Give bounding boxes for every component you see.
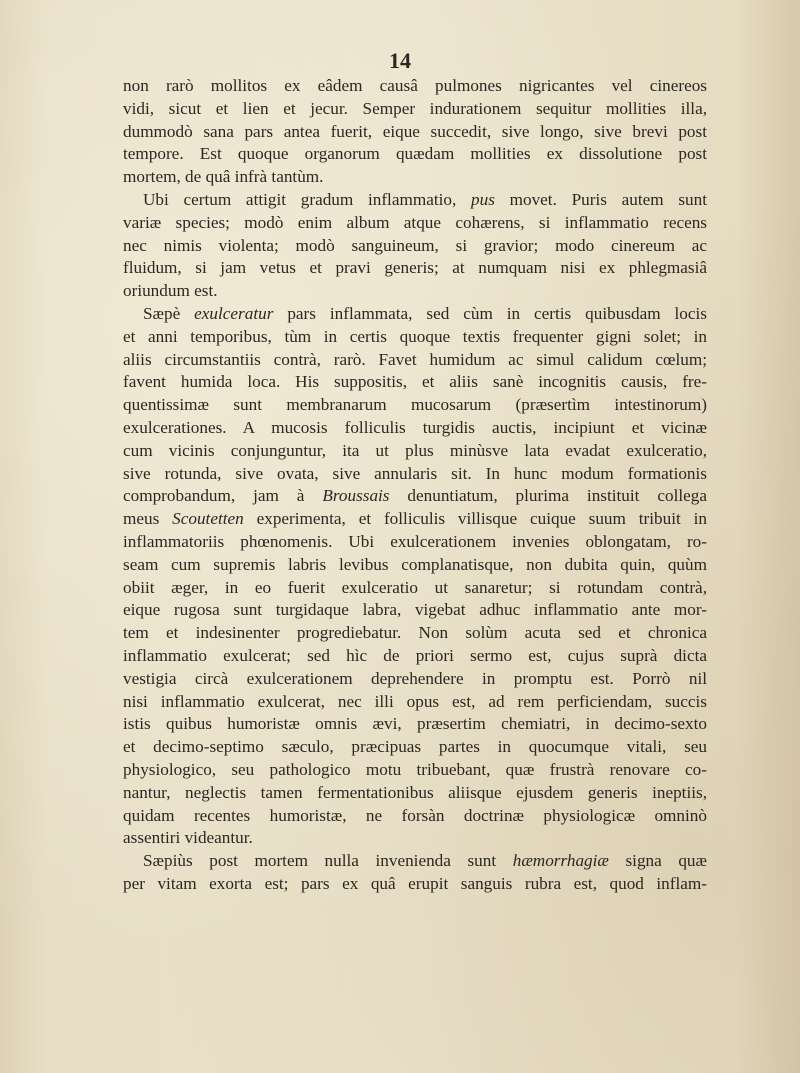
text-line: variæ species; modò enim album atque cohærens, si inflammatio recens <box>123 212 707 232</box>
text-run: Sæpè <box>143 303 195 323</box>
text-line: tempore. Est quoque organorum quædam mollities ex dissolutione post <box>123 144 707 164</box>
text-line <box>123 303 707 326</box>
text-line: oriundum est. <box>123 281 218 301</box>
text-run: denuntiatum, plurima instituit collega <box>389 486 707 506</box>
text-run: comprobandum, jam à <box>123 486 323 506</box>
text-line: seam cum supremis labris levibus complanatisque, non dubita quin, quùm <box>123 554 707 574</box>
text-line: inflammatoriis phœnomenis. Ubi exulcerationem invenies oblongatam, ro- <box>123 531 707 551</box>
italic-name: Scoutetten <box>172 509 244 529</box>
text-line <box>123 850 707 873</box>
text-run: Ubi certum attigit gradum inflammatio, <box>143 189 471 209</box>
text-line: vestigia circà exulcerationem deprehendere in promptu est. Porrò nil <box>123 668 707 688</box>
text-line: nantur, neglectis tamen fermentationibus aliisque ejusdem generis ineptiis, <box>123 782 707 802</box>
text-line: per vitam exorta est; pars ex quâ erupit sanguis rubra est, quod inflam- <box>123 873 707 893</box>
text-line: quidam recentes humoristæ, ne forsàn doctrinæ physiologicæ omninò <box>123 805 707 825</box>
text-run: signa quæ <box>608 851 707 871</box>
italic-term: hæmorrhagiæ <box>512 851 609 871</box>
page-number: 14 <box>389 48 411 73</box>
text-run: movet. Puris autem sunt <box>494 189 708 209</box>
text-line: eique rugosa sunt turgidaque labra, vigebat adhuc inflammatio ante mor- <box>123 600 707 620</box>
text-line: inflammatio exulcerat; sed hìc de priori sermo est, cujus suprà dicta <box>123 645 707 665</box>
text-line: assentiri videantur. <box>123 828 253 848</box>
text-run: meus <box>123 509 173 529</box>
text-line: mortem, de quâ infrà tantùm. <box>123 167 324 187</box>
paragraph-1 <box>123 75 707 189</box>
italic-name: Broussais <box>322 486 390 506</box>
text-line: obiit æger, in eo fuerit exulceratio ut sanaretur; si rotundam contrà, <box>123 577 707 597</box>
text-line: fluidum, si jam vetus et pravi generis; at numquam nisi ex phlegmasiâ <box>123 258 707 278</box>
text-line: et anni temporibus, tùm in certis quoque textis frequenter gigni solet; in <box>123 326 707 346</box>
text-run: Sæpiùs post mortem nulla invenienda sunt <box>143 851 513 871</box>
text-line <box>123 508 707 531</box>
text-line: quentissimæ sunt membranarum mucosarum (præsertìm intestinorum) <box>123 395 707 415</box>
text-line <box>123 189 707 212</box>
text-line: non rarò mollitos ex eâdem causâ pulmones nigricantes vel cinereos <box>123 76 707 95</box>
text-line: dummodò sana pars antea fuerit, eique succedit, sive longo, sive brevi post <box>123 121 707 141</box>
text-run: experimenta, et folliculis villisque cuique suum tribuit in <box>243 509 707 529</box>
text-line: aliis circumstantiis contrà, rarò. Favet humidum ac simul calidum cœlum; <box>123 349 707 369</box>
text-line: physiologico, seu pathologico motu tribuebant, quæ frustrà renovare co- <box>123 759 707 779</box>
paragraph-2 <box>123 189 707 303</box>
text-line: vidi, sicut et lien et jecur. Semper indurationem sequitur mollities illa, <box>123 98 707 118</box>
text-line: tem et indesinenter progrediebatur. Non solùm acuta sed et chronica <box>123 623 707 643</box>
text-line: nisi inflammatio exulcerat, nec illi opus est, ad rem perficiendam, succis <box>123 691 707 711</box>
text-line: cum vicinis conjunguntur, ita ut plus minùsve lata evadat exulceratio, <box>123 440 707 460</box>
text-line: et decimo-septimo sæculo, præcipuas partes in quocumque vitali, seu <box>123 737 707 757</box>
text-line: favent humida loca. His suppositis, et aliis sanè incognitis causis, fre- <box>123 372 707 392</box>
italic-term: pus <box>471 189 495 209</box>
italic-term: exulceratur <box>194 303 274 323</box>
text-line: istis quibus humoristæ omnis ævi, præsertim chemiatri, in decimo-sexto <box>123 714 707 734</box>
paragraph-3 <box>123 303 707 850</box>
text-line <box>123 485 707 508</box>
text-line: exulcerationes. A mucosis folliculis turgidis auctis, incipiunt et vicinæ <box>123 417 707 437</box>
text-line: nec nimis violenta; modò sanguineum, si gravior; modo cinereum ac <box>123 235 707 255</box>
text-run: pars inflammata, sed cùm in certis quibusdam locis <box>273 303 707 323</box>
body-text <box>123 75 707 896</box>
paragraph-4 <box>123 850 707 896</box>
text-line: sive rotunda, sive ovata, sive annularis sit. In hunc modum formationis <box>123 463 707 483</box>
